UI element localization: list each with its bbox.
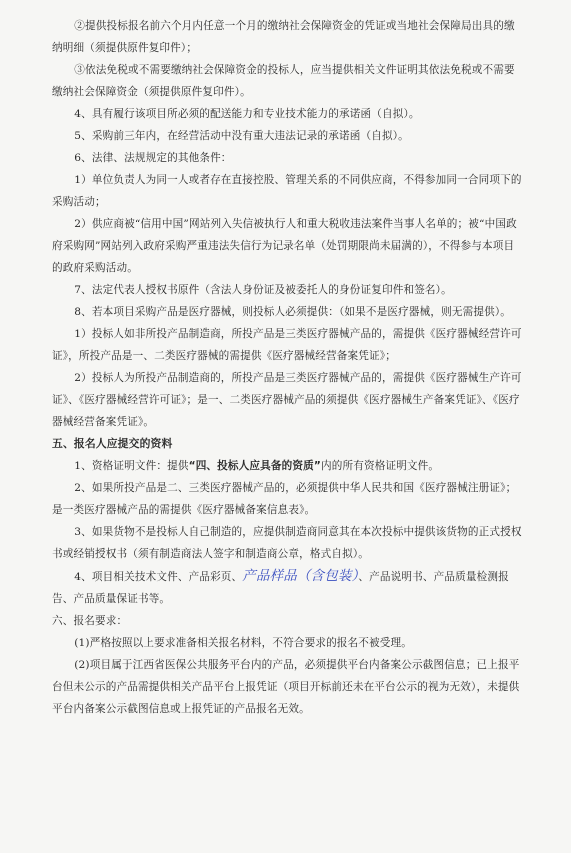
technical-text-a: 4、项目相关技术文件、产品彩页、: [74, 571, 243, 583]
qualification-text-c: 内的所有资格证明文件。: [320, 460, 440, 472]
paragraph-qualification-docs: [52, 455, 524, 477]
paragraph-non-manufacturer: 1）投标人如非所投产品制造商，所投产品是三类医疗器械产品的，需提供《医疗器械经营许可证》，所投产品是一、二类医疗器械的需提供《医疗器械经营备案凭证》；: [52, 328, 522, 362]
paragraph-technical-docs: [52, 565, 524, 610]
paragraph-manufacturer-authorization: 3、如果货物不是投标人自己制造的，应提供制造商同意其在本次投标中提供该货物的正式授权书或经销授权书（须有制造商法人签字和制造商公章，格式自拟）。: [52, 526, 522, 560]
section-heading-five: 五、报名人应提交的资料: [52, 437, 173, 450]
paragraph-delivery-commitment: 4、具有履行该项目所必须的配送能力和专业技术能力的承诺函（自拟）。: [74, 108, 420, 120]
paragraph-social-security-proof: ②提供投标报名前六个月内任意一个月的缴纳社会保障资金的凭证或当地社会保障局出具的缴纳明细（须提供原件复印件）；: [52, 20, 515, 54]
paragraph-requirement-2: (2)项目属于江西省医保公共服务平台内的产品，必须提供平台内备案公示截图信息；已上报平台但未公示的产品需提供相关产品平台上报凭证（项目开标前还未在平台公示的视为无效），未提供平台内备案公示截图信息或上报凭证的产品报名无效。: [52, 659, 520, 715]
qualification-text-bold: “四、投标人应具备的资质”: [188, 460, 321, 472]
paragraph-same-person: 1）单位负责人为同一人或者存在直接控股、管理关系的不同供应商，不得参加同一合同项下的采购活动；: [52, 174, 522, 208]
paragraph-credit-china: 2）供应商被“信用中国”网站列入失信被执行人和重大税收违法案件当事人名单的；被“中国政府采购网”网站列入政府采购严重违法失信行为记录名单（处罚期限尚未届满的），不得参与本项目的政府采购活动。: [52, 218, 517, 274]
qualification-text-a: 1、资格证明文件：提供: [74, 460, 189, 472]
paragraph-other-conditions: 6、法律、法规规定的其他条件：: [74, 152, 232, 164]
technical-text-c: 、产品说明书、产品质量检测报告、产品质量保证书等。: [52, 571, 509, 605]
paragraph-registration-cert: 2、如果所投产品是二、三类医疗器械产品的，必须提供中华人民共和国《医疗器械注册证》；是一类医疗器械产品的需提供《医疗器械备案信息表》。: [52, 482, 517, 516]
paragraph-medical-device: 8、若本项目采购产品是医疗器械，则投标人必须提供：（如果不是医疗器械，则无需提供）。: [74, 306, 512, 318]
product-sample-stamp: 产品样品（含包装）: [242, 568, 359, 584]
section-heading-six: 六、报名要求：: [52, 615, 128, 627]
paragraph-tax-exempt: ③依法免税或不需要缴纳社会保障资金的投标人，应当提供相关文件证明其依法免税或不需要缴纳社会保障资金（须提供原件复印件）。: [52, 64, 515, 98]
paragraph-requirement-1: (1)严格按照以上要求准备相关报名材料，不符合要求的报名不被受理。: [74, 637, 413, 649]
paragraph-manufacturer: 2）投标人为所投产品制造商的，所投产品是三类医疗器械产品的，需提供《医疗器械生产许可证》、《医疗器械经营许可证》；是一、二类医疗器械产品的须提供《医疗器械生产备案凭证》、《医疗器械经营备案凭证》。: [52, 372, 522, 428]
paragraph-no-violation: 5、采购前三年内，在经营活动中没有重大违法记录的承诺函（自拟）。: [74, 130, 409, 142]
paragraph-authorization: 7、法定代表人授权书原件（含法人身份证及被委托人的身份证复印件和签名）。: [74, 284, 452, 296]
